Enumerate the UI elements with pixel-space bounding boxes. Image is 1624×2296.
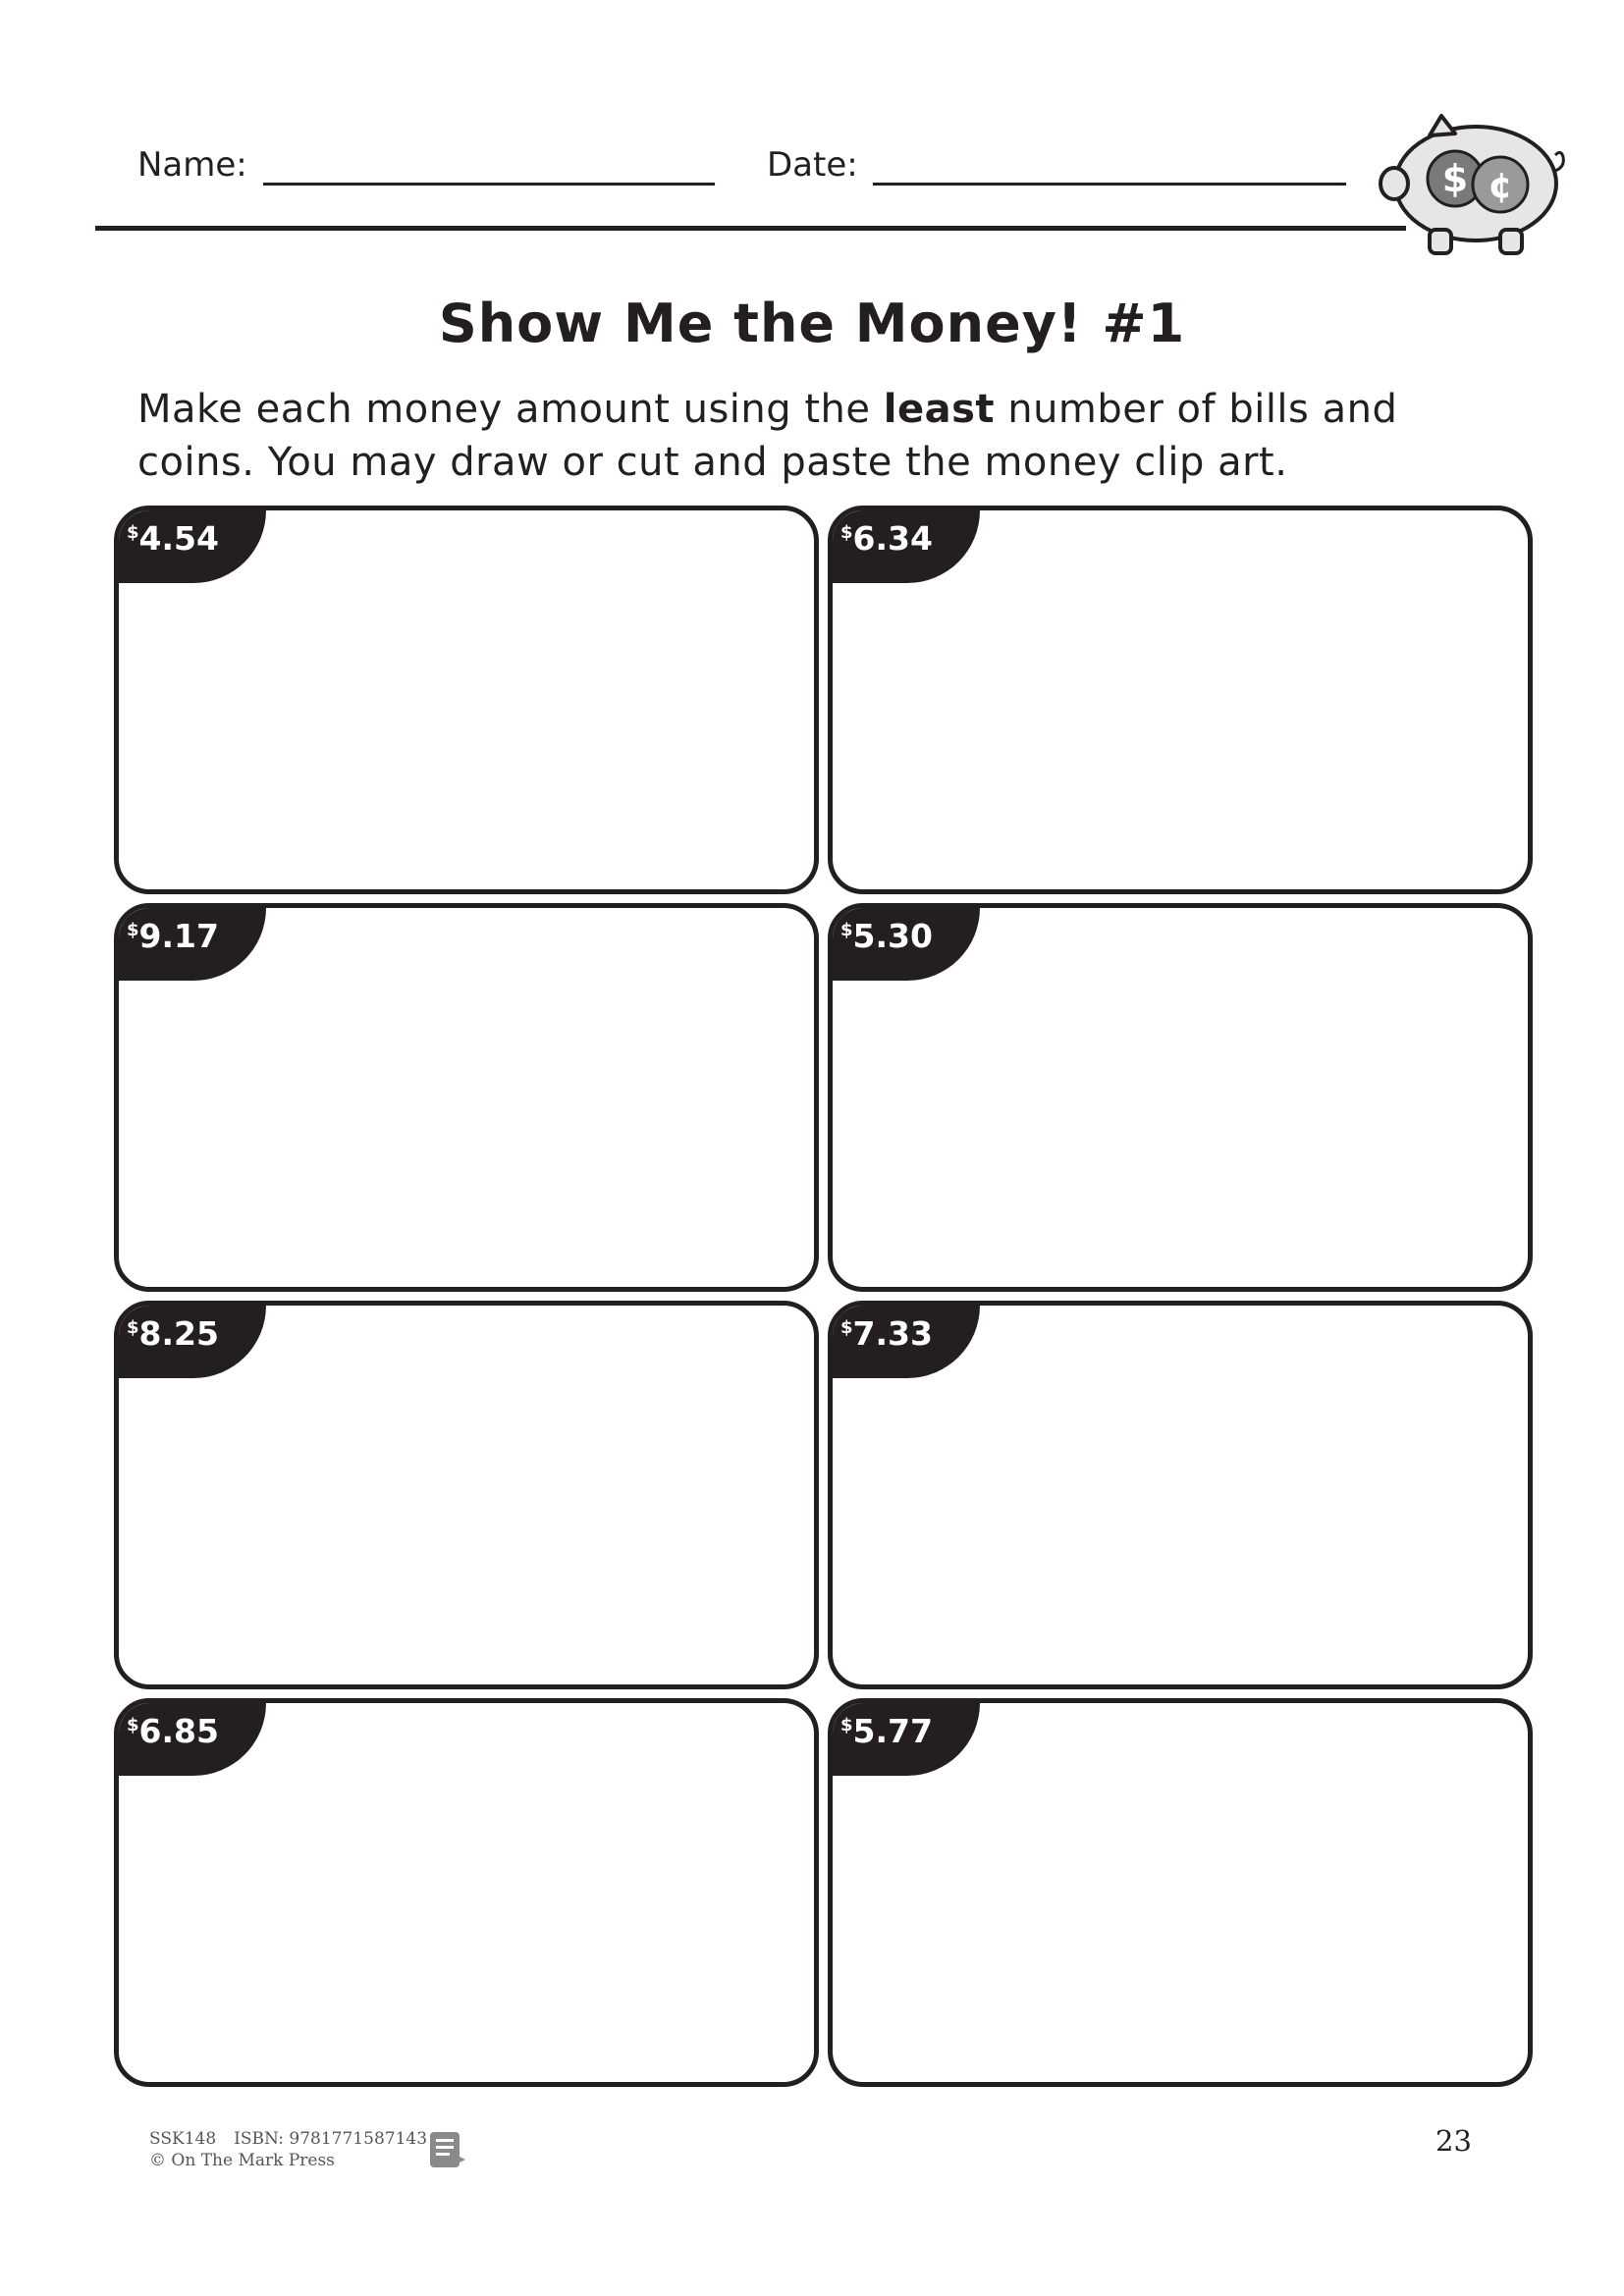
dollar-symbol: $ — [1441, 157, 1469, 200]
book-icon — [428, 2130, 467, 2169]
money-box[interactable] — [828, 903, 1533, 1292]
amount-tab — [833, 1703, 980, 1776]
isbn: ISBN: 9781771587143 — [234, 2129, 428, 2149]
money-box[interactable] — [114, 1301, 819, 1689]
header-divider — [95, 226, 1406, 231]
amount-label: $4.54 — [127, 519, 219, 558]
money-box[interactable] — [828, 506, 1533, 894]
piggy-bank-icon — [1373, 110, 1579, 267]
money-box[interactable] — [828, 1698, 1533, 2087]
name-label: Name: — [137, 145, 247, 185]
amount-tab — [119, 1306, 266, 1378]
amount-label: $6.85 — [127, 1712, 219, 1750]
money-box[interactable] — [114, 506, 819, 894]
name-field[interactable] — [263, 183, 715, 186]
amount-tab — [833, 510, 980, 583]
amount-tab — [119, 1703, 266, 1776]
money-box[interactable] — [114, 903, 819, 1292]
amount-label: $7.33 — [840, 1314, 933, 1353]
page-title: Show Me the Money! #1 — [438, 293, 1186, 354]
cent-symbol: ¢ — [1488, 166, 1513, 206]
amount-label: $5.77 — [840, 1712, 933, 1750]
amount-tab — [833, 908, 980, 981]
instructions — [137, 383, 1512, 489]
amount-tab — [119, 510, 266, 583]
instructions-part2: number of bills and coins. You may draw or cut and paste the money clip art. — [137, 387, 1398, 485]
instructions-part1: Make each money amount using the — [137, 387, 884, 432]
instructions-emphasis: least — [883, 387, 995, 432]
date-label: Date: — [767, 145, 858, 185]
money-box-grid — [114, 506, 1536, 2096]
amount-tab — [119, 908, 266, 981]
amount-label: $8.25 — [127, 1314, 219, 1353]
amount-tab — [833, 1306, 980, 1378]
amount-label: $9.17 — [127, 917, 219, 955]
page-number: 23 — [1435, 2124, 1472, 2158]
amount-label: $5.30 — [840, 917, 933, 955]
money-box[interactable] — [114, 1698, 819, 2087]
footer-credits — [149, 2128, 427, 2171]
date-field[interactable] — [873, 183, 1346, 186]
product-code: SSK148 — [149, 2129, 217, 2149]
amount-label: $6.34 — [840, 519, 933, 558]
copyright: © On The Mark Press — [149, 2151, 335, 2170]
money-box[interactable] — [828, 1301, 1533, 1689]
